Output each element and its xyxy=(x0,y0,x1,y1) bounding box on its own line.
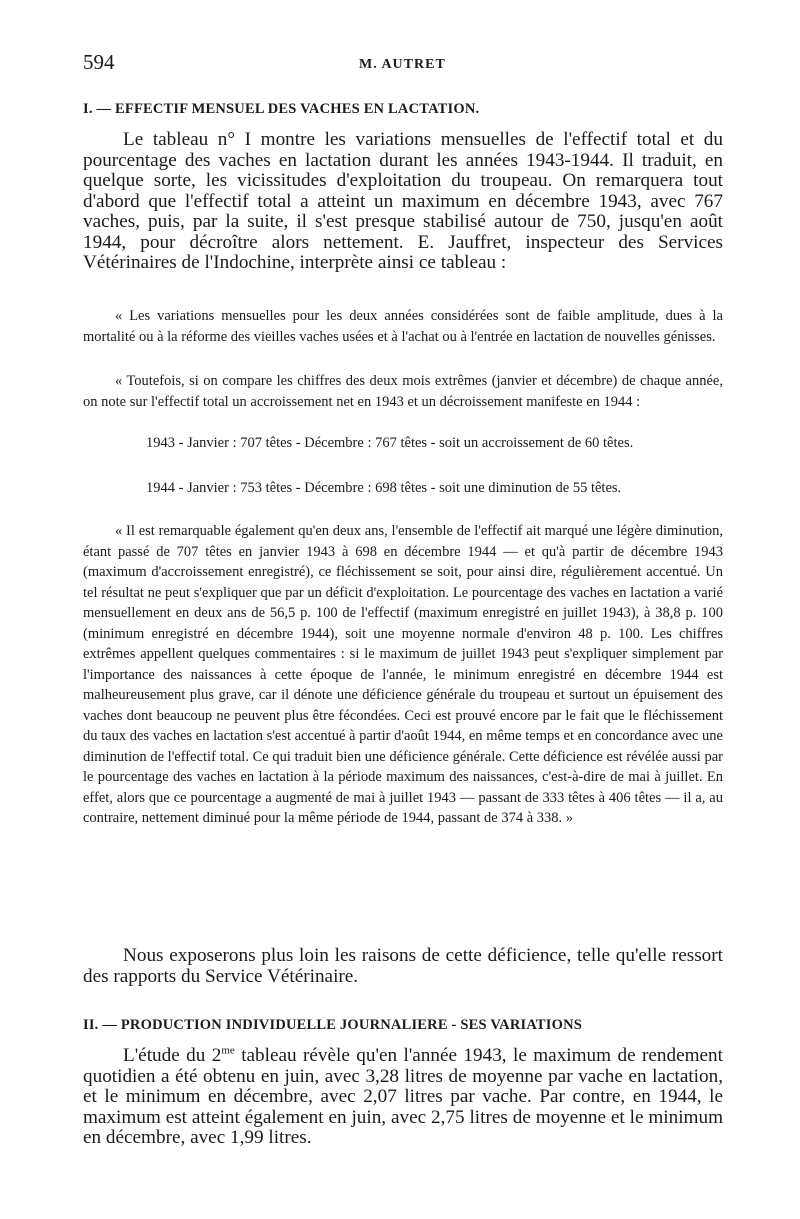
example-1943: 1943 - Janvier : 707 têtes - Décembre : 767 têtes - soit un accroissement de 60 têtes. xyxy=(146,435,634,451)
page-number: 594 xyxy=(83,50,115,74)
section-2-heading: II. — PRODUCTION INDIVIDUELLE JOURNALIERE - SES VARIATIONS xyxy=(83,1017,583,1033)
section-1-intro-paragraph: Le tableau n° I montre les variations mensuelles de l'effectif total et du pourcentage des vaches en lactation durant les années 1943-1944. Il traduit, en quelque sorte, les vicissitudes d'exploitation du troupeau. On remarquera tout d'abord que l'effectif total a atteint un maximum en décembre 1943, avec 767 vaches, puis, par la suite, il s'est presque stabilisé autour de 750, jusqu'en août 1944, pour décroître alors nettement. E. Jauffret, inspecteur des Services Vétérinaires de l'Indochine, interprète ainsi ce tableau : xyxy=(83,129,723,273)
running-title: M. AUTRET xyxy=(359,57,446,72)
section-2-paragraph xyxy=(83,1046,723,1149)
quote-paragraph-2: « Toutefois, si on compare les chiffres des deux mois extrêmes (janvier et décembre) de chaque année, on note sur l'effectif total un accroissement net en 1943 et un décroissement manifeste en 1944 : xyxy=(83,373,723,410)
running-head xyxy=(83,50,723,78)
section-2-text-rest: tableau révèle qu'en l'année 1943, le maximum de rendement quotidien a été obtenu en juin, avec 3,28 litres de moyenne par vache en lactation, et le minimum en décembre, avec 2,07 litres par vache. Par contre, en 1944, le maximum est atteint également en juin, avec 2,75 litres de moyenne et le minimum en décembre, avec 1,99 litres. xyxy=(83,1045,723,1148)
section-2-text-start: L'étude du 2 xyxy=(123,1045,222,1066)
quote-paragraph-1: « Les variations mensuelles pour les deux années considérées sont de faible amplitude, dues à la mortalité ou à la réforme des vieilles vaches usées et à l'achat ou à l'entrée en lactation de nouvelles génisses. xyxy=(83,308,723,345)
quote-paragraph-3: « Il est remarquable également qu'en deux ans, l'ensemble de l'effectif ait marqué une légère diminution, étant passé de 707 têtes en janvier 1943 à 698 en décembre 1944 — et qu'à partir de décembre 1943 (maximum d'accroissement enregistré), ce fléchissement se soit, pour ainsi dire, régulièrement accentué. Un tel résultat ne peut s'expliquer que par un déficit d'exploitation. Le pourcentage des vaches en lactation a varié mensuellement en deux ans de 56,5 p. 100 de l'effectif (maximum enregistré en juillet 1943), à 38,8 p. 100 (minimum enregistré en décembre 1944), soit une moyenne normale d'environ 48 p. 100. Les chiffres extrêmes appellent quelques commentaires : si le maximum de juillet 1943 peut s'expliquer simplement par l'importance des naissances à cette époque de l'année, le minimum enregistré en décembre 1944 est malheureusement plus grave, car il dénote une déficience générale du troupeau et surtout un épuisement des vaches dont beaucoup ne peuvent plus être fécondées. Ceci est prouvé encore par le fait que le fléchissement du taux des vaches en lactation s'est accentué à partir d'août 1944, en même temps et en concordance avec une diminution de l'effectif total. Ce qui traduit bien une déficience générale. Cette déficience est révélée aussi par le pourcentage des vaches en lactation à la période maximum des naissances, c'est-à-dire de mai à juillet. En effet, alors que ce pourcentage a augmenté de mai à juillet 1943 — passant de 333 têtes à 406 têtes — il a, au contraire, nettement diminué pour la même période de 1944, passant de 374 à 338. » xyxy=(83,523,723,826)
ordinal-suffix: me xyxy=(221,1044,235,1057)
section-1-conclusion: Nous exposerons plus loin les raisons de cette déficience, telle qu'elle ressort des rapports du Service Vétérinaire. xyxy=(83,945,723,987)
example-1944: 1944 - Janvier : 753 têtes - Décembre : 698 têtes - soit une diminution de 55 têtes. xyxy=(146,480,622,496)
section-1-heading: I. — EFFECTIF MENSUEL DES VACHES EN LACTATION. xyxy=(83,101,480,117)
